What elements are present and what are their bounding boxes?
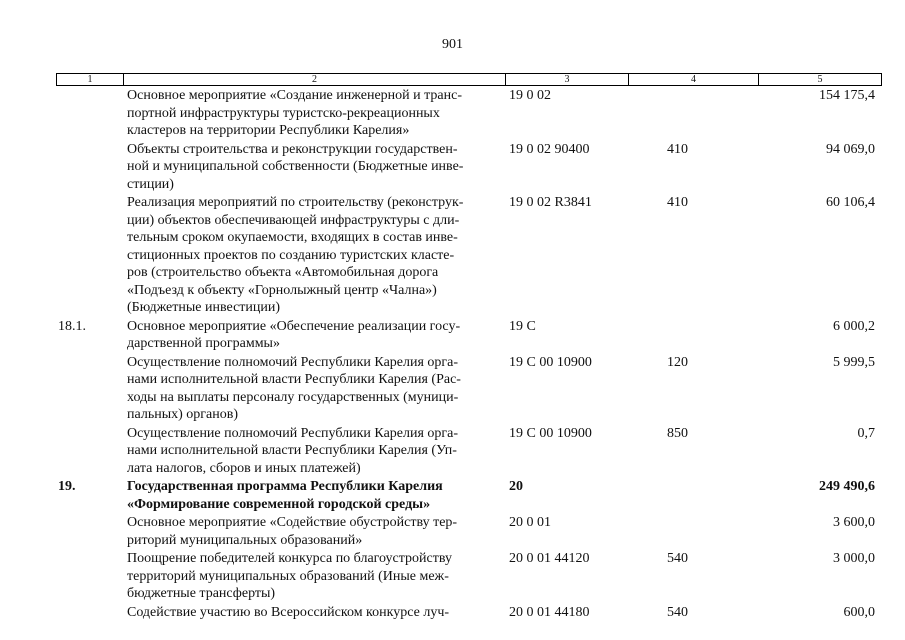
row-amount: 3 600,0 (833, 515, 875, 530)
row-description (126, 550, 508, 603)
row-expense-type: 120 (667, 354, 688, 370)
description-line: стиции) (127, 176, 174, 192)
column-number-2: 2 (124, 74, 506, 86)
page-number: 901 (442, 37, 463, 52)
row-amount: 5 999,5 (833, 354, 875, 370)
description-line: Реализация мероприятий по строительству (реконструк- (127, 195, 464, 210)
row-target-code: 19 С (509, 318, 536, 334)
row-expense-type: 410 (667, 141, 688, 157)
table-row (56, 87, 881, 140)
row-target-code: 19 0 02 R3841 (509, 195, 592, 210)
row-expense-type: 540 (667, 604, 688, 620)
row-description (126, 354, 508, 424)
description-line: Осуществление полномочий Республики Карелия орга- (127, 354, 459, 370)
row-amount: 60 106,4 (826, 195, 875, 210)
description-line: «Подъезд к объекту «Горнолыжный центр «Чална») (127, 282, 437, 298)
row-target-code: 20 (509, 479, 523, 494)
description-line: Осуществление полномочий Республики Карелия орга- (127, 425, 459, 441)
row-target-code: 19 0 02 (509, 88, 551, 103)
description-line: ной и муниципальной собственности (Бюджетные инве- (127, 159, 464, 174)
row-number: 18.1. (58, 318, 86, 334)
description-line: портной инфраструктуры туристско-рекреационных (127, 105, 440, 121)
description-line: территорий муниципальных образований (Иные меж- (127, 568, 449, 584)
table-row (56, 194, 881, 317)
description-line: лата налогов, сборов и иных платежей) (127, 460, 361, 476)
row-description (126, 318, 508, 353)
description-line: дарственной программы» (127, 336, 280, 351)
row-target-code: 20 0 01 44120 (509, 551, 590, 566)
description-line: кластеров на территории Республики Карелия» (127, 123, 410, 138)
description-line: Объекты строительства и реконструкции государствен- (127, 141, 458, 157)
description-line: «Формирование современной городской среды» (127, 496, 431, 512)
column-number-1: 1 (57, 74, 124, 86)
row-description (126, 194, 508, 317)
description-line: нами исполнительной власти Республики Карелия (Уп- (127, 443, 457, 458)
table-row (56, 318, 881, 353)
description-line: (Бюджетные инвестиции) (127, 300, 281, 315)
row-amount: 6 000,2 (833, 318, 875, 334)
table-row (56, 141, 881, 194)
table-row (56, 514, 881, 549)
description-line: нами исполнительной власти Республики Карелия (Рас- (127, 372, 461, 387)
row-description (126, 425, 508, 478)
row-amount: 249 490,6 (819, 479, 875, 494)
row-number: 19. (58, 479, 76, 494)
row-target-code: 19 С 00 10900 (509, 425, 592, 441)
description-line: Государственная программа Республики Карелия (127, 479, 443, 494)
table-row (56, 425, 881, 478)
budget-table-body (56, 87, 881, 622)
description-line: ходы на выплаты персоналу государственных (муници- (127, 389, 459, 405)
row-expense-type: 540 (667, 551, 688, 566)
row-target-code: 20 0 01 (509, 515, 551, 530)
description-line: Основное мероприятие «Создание инженерной и транс- (127, 88, 463, 103)
description-line: стиционных проектов по созданию туристских класте- (127, 247, 455, 263)
description-line: риторий муниципальных образований» (127, 532, 363, 548)
description-line: тельным сроком окупаемости, входящих в состав инве- (127, 230, 458, 245)
row-amount: 154 175,4 (819, 88, 875, 103)
row-amount: 600,0 (843, 604, 875, 620)
row-amount: 0,7 (857, 425, 875, 441)
row-description (126, 604, 508, 622)
table-row (56, 604, 881, 622)
description-line: пальных) органов) (127, 407, 238, 422)
column-number-5: 5 (759, 74, 882, 86)
table-row (56, 478, 881, 513)
row-expense-type: 410 (667, 195, 688, 210)
row-target-code: 19 С 00 10900 (509, 354, 592, 370)
description-line: Основное мероприятие «Обеспечение реализации госу- (127, 318, 461, 334)
description-line: Основное мероприятие «Содействие обустройству тер- (127, 515, 458, 530)
table-row (56, 550, 881, 603)
row-description (126, 478, 508, 513)
row-target-code: 19 0 02 90400 (509, 141, 590, 157)
description-line: Поощрение победителей конкурса по благоустройству (127, 551, 452, 566)
row-target-code: 20 0 01 44180 (509, 604, 590, 620)
description-line: бюджетные трансферты) (127, 586, 276, 601)
column-number-4: 4 (629, 74, 759, 86)
row-amount: 94 069,0 (826, 141, 875, 157)
description-line: ров (строительство объекта «Автомобильная дорога (127, 265, 439, 280)
table-row (56, 354, 881, 424)
row-expense-type: 850 (667, 425, 688, 441)
column-header-table (56, 73, 882, 86)
row-description (126, 87, 508, 140)
description-line: Содействие участию во Всероссийском конкурсе луч- (127, 604, 450, 620)
description-line: ции) объектов обеспечивающей инфраструктуры с дли- (127, 212, 460, 228)
column-number-3: 3 (506, 74, 629, 86)
row-description (126, 514, 508, 549)
row-amount: 3 000,0 (833, 551, 875, 566)
row-description (126, 141, 508, 194)
